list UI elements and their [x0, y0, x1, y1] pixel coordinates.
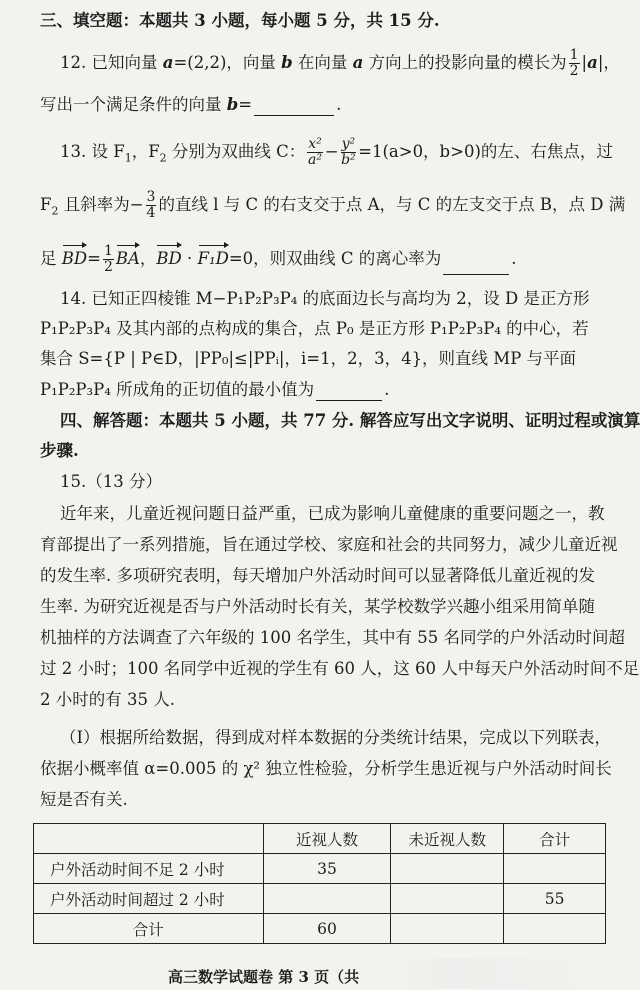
table-header-row	[34, 824, 606, 854]
half-fraction: $\frac{1}{2}$	[569, 47, 579, 79]
table-header-cell: 未近视人数	[391, 824, 504, 854]
table-row-label: 户外活动时间不足 2 小时	[34, 854, 264, 884]
table-row-label: 户外活动时间超过 2 小时	[34, 884, 264, 914]
q15-para-line7: 2 小时的有 35 人.	[40, 690, 175, 709]
hyperbola-x-term: $\frac{\text{x²}}{\text{a²}}$	[308, 136, 322, 168]
vector-bd-2: BD	[156, 242, 181, 270]
table-header-cell: 近视人数	[263, 824, 391, 854]
table-cell	[391, 914, 504, 944]
q15-para-line5: 机抽样的方法调查了六年级的 100 名学生，其中有 55 名同学的户外活动时间超	[40, 628, 625, 647]
slope-fraction: $\frac{3}{4}$	[146, 189, 156, 221]
table-cell: 35	[263, 854, 391, 884]
q12-line1: 12. 已知向量 a=(2,2)，向量 b 在向量 a 方向上的投影向量的模长为 $\frac{1}{2}$ |a|，	[60, 47, 620, 79]
vector-f1d: F₁D	[198, 242, 229, 270]
q15-header: 15.（13 分）	[60, 472, 162, 491]
q14-line4: P₁P₂P₃P₄ 所成角的正切值的最小值为 .	[40, 380, 390, 399]
q13-line1: 13. 设 $F_1$，$F_2$ 分别为双曲线 C： $\frac{\text{x²}}{\text{a²}}$ − $\frac{\text{y²}}{\text{b²}}$ =1(a>0，b>0)的左、右焦点，过	[60, 136, 613, 168]
table-row	[34, 854, 606, 884]
section3-title: 三、填空题：本题共 3 小题，每小题 5 分，共 15 分.	[40, 11, 440, 30]
table-cell	[391, 884, 504, 914]
vector-bd: BD	[62, 242, 87, 270]
table-cell	[504, 914, 606, 944]
table-cell: 55	[504, 884, 606, 914]
table-row-label: 合计	[34, 914, 264, 944]
q15-part1-line1: （Ⅰ）根据所给数据，得到成对样本数据的分类统计结果，完成以下列联表，	[60, 728, 612, 747]
q13-line2: $F_2$ 且斜率为− $\frac{3}{4}$ 的直线 l 与 C 的右支交于点 A，与 C 的左支交于点 B，点 D 满	[40, 189, 626, 221]
q15-para-line2: 育部提出了一系列措施，旨在通过学校、家庭和社会的共同努力，减少儿童近视	[40, 535, 618, 554]
q15-part1-line3: 短是否有关.	[40, 790, 128, 809]
q14-line3: 集合 S={P | P∈D，|PP₀|≤|PPᵢ|，i=1，2，3，4}，则直线 MP 与平面	[40, 349, 577, 368]
q12-line2: 写出一个满足条件的向量 b= .	[40, 95, 342, 114]
q14-line1: 14. 已知正四棱锥 M−P₁P₂P₃P₄ 的底面边长与高均为 2，设 D 是正方形	[60, 289, 590, 308]
page-footer: 高三数学试题卷 第 3 页（共	[168, 968, 360, 986]
table-cell	[391, 854, 504, 884]
answer-blank-q14	[316, 382, 382, 401]
answer-blank-q13	[443, 256, 509, 275]
section4-title-line2: 步骤.	[40, 441, 79, 460]
q15-para-line4: 生率. 为研究近视是否与户外活动时长有关，某学校数学兴趣小组采用简单随	[40, 597, 595, 616]
table-header-cell: 合计	[504, 824, 606, 854]
q15-para-line3: 的发生率. 多项研究表明，每天增加户外活动时间可以显著降低儿童近视的发	[40, 566, 595, 585]
q13-line3: 足 BD= $\frac{1}{2}$ BA，BD · F₁D=0，则双曲线 C 的离心率为 .	[40, 243, 517, 275]
contingency-table	[33, 823, 606, 944]
section4-title-line1: 四、解答题：本题共 5 小题，共 77 分. 解答应写出文字说明、证明过程或演算	[60, 411, 640, 430]
q15-para-line6: 过 2 小时；100 名同学中近视的学生有 60 人，这 60 人中每天户外活动时间不足	[40, 659, 640, 678]
vector-ba: BA	[116, 242, 140, 270]
table-row	[34, 914, 606, 944]
q15-part1-line2: 依据小概率值 α=0.005 的 χ² 独立性检验，分析学生患近视与户外活动时间长	[40, 759, 612, 778]
watermark-blur	[395, 958, 595, 988]
table-cell: 60	[263, 914, 391, 944]
table-cell	[263, 884, 391, 914]
q15-para-line1: 近年来，儿童近视问题日益严重，已成为影响儿童健康的重要问题之一，教	[60, 504, 605, 523]
q14-line2: P₁P₂P₃P₄ 及其内部的点构成的集合，点 P₀ 是正方形 P₁P₂P₃P₄ 的中心，若	[40, 319, 589, 338]
table-cell	[504, 854, 606, 884]
table-header-cell	[34, 824, 264, 854]
hyperbola-y-term: $\frac{\text{y²}}{\text{b²}}$	[341, 136, 356, 168]
half-fraction-q13: $\frac{1}{2}$	[103, 243, 113, 275]
answer-blank-q12	[254, 97, 334, 116]
table-row	[34, 884, 606, 914]
